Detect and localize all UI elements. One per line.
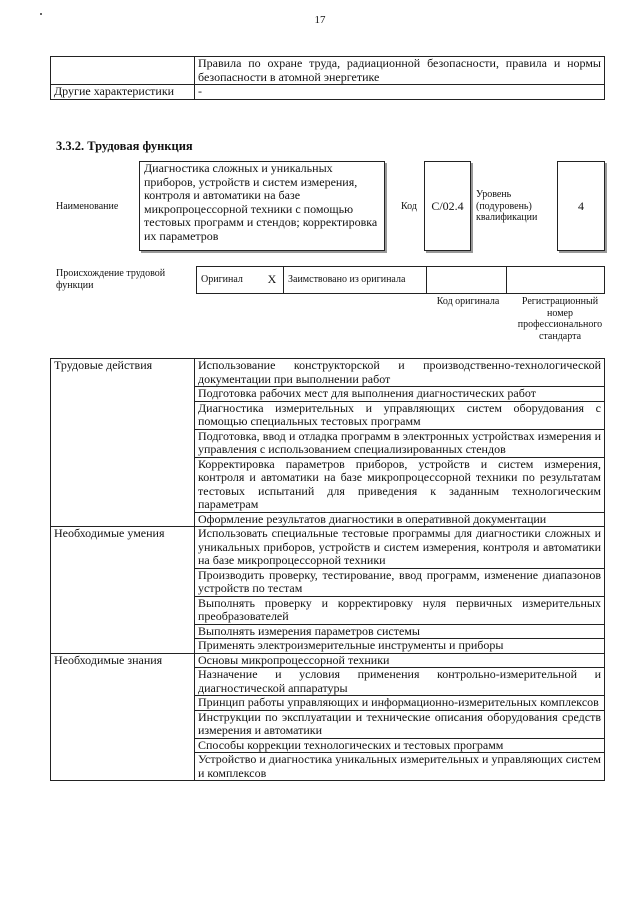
section-title: 3.3.2. Трудовая функция — [56, 139, 193, 153]
item-cell: Устройство и диагностика уникальных измерительных и управляющих систем и комплексов — [195, 753, 605, 781]
category-cell: Трудовые действия — [51, 359, 195, 527]
item-cell: Производить проверку, тестирование, ввод программ, изменение диапазонов устройств по тестам — [195, 568, 605, 596]
item-cell: Принцип работы управляющих и информационно-измерительных комплексов — [195, 696, 605, 711]
code-original-caption: Код оригинала — [436, 296, 500, 307]
item-cell: Выполнять проверку и корректировку нуля первичных измерительных преобразователей — [195, 596, 605, 624]
top-row-label: Другие характеристики — [51, 85, 195, 100]
original-label: Оригинал — [197, 267, 262, 294]
reg-number-cell — [507, 267, 605, 294]
reg-number-caption: Регистрационный номер профессионального стандарта — [517, 296, 603, 342]
category-cell: Необходимые знания — [51, 653, 195, 781]
origin-label: Происхождение трудовой функции — [56, 268, 166, 291]
item-cell: Способы коррекции технологических и тестовых программ — [195, 738, 605, 753]
name-value: Диагностика сложных и уникальных приборов, устройств и систем измерения, контроля и автоматики на базе микропроцессорной техники с помощью тестовых программ и стендов; корректировка их параметров — [139, 161, 385, 251]
top-row-value: Правила по охране труда, радиационной безопасности, правила и нормы безопасности в атомной энергетике — [195, 57, 605, 85]
category-cell: Необходимые умения — [51, 527, 195, 654]
code-label: Код — [401, 201, 417, 212]
top-table — [50, 56, 605, 100]
item-cell: Применять электроизмерительные инструменты и приборы — [195, 639, 605, 654]
name-label: Наименование — [56, 201, 119, 212]
table-row — [51, 653, 605, 668]
borrowed-label: Заимствовано из оригинала — [284, 267, 427, 294]
item-cell: Корректировка параметров приборов, устройств и систем измерения, контроля и автоматики на базе микропроцессорной техники по результатам тестовых испытаний для приведения к заданным технологическим параметрам — [195, 457, 605, 512]
top-row-label — [51, 57, 195, 85]
item-cell: Основы микропроцессорной техники — [195, 653, 605, 668]
code-original-cell — [427, 267, 507, 294]
top-row-value: - — [195, 85, 605, 100]
table-row — [51, 57, 605, 85]
origin-table — [196, 266, 605, 294]
item-cell: Назначение и условия применения контрольно-измерительной и диагностической аппаратуры — [195, 668, 605, 696]
item-cell: Инструкции по эксплуатации и технические описания оборудования средств измерения и автоматики — [195, 710, 605, 738]
page-number: 17 — [314, 14, 326, 26]
level-label: Уровень (подуровень) квалификации — [476, 189, 538, 223]
item-cell: Диагностика измерительных и управляющих систем оборудования с помощью специальных тестовых программ — [195, 401, 605, 429]
table-row — [51, 359, 605, 387]
code-value: C/02.4 — [424, 161, 471, 251]
level-value: 4 — [557, 161, 605, 251]
item-cell: Использовать специальные тестовые программы для диагностики сложных и уникальных приборов, устройств и систем измерения, контроля и автоматики на базе микропроцессорной техники — [195, 527, 605, 569]
main-table — [50, 358, 605, 781]
item-cell: Подготовка, ввод и отладка программ в электронных устройствах измерения и управления с использованием специализированных стендов — [195, 429, 605, 457]
item-cell: Выполнять измерения параметров системы — [195, 624, 605, 639]
item-cell: Оформление результатов диагностики в оперативной документации — [195, 512, 605, 527]
table-row — [51, 527, 605, 569]
original-mark: X — [261, 267, 284, 294]
item-cell: Использование конструкторской и производственно-технологической документации при выполнении работ — [195, 359, 605, 387]
table-row — [51, 85, 605, 100]
item-cell: Подготовка рабочих мест для выполнения диагностических работ — [195, 387, 605, 402]
